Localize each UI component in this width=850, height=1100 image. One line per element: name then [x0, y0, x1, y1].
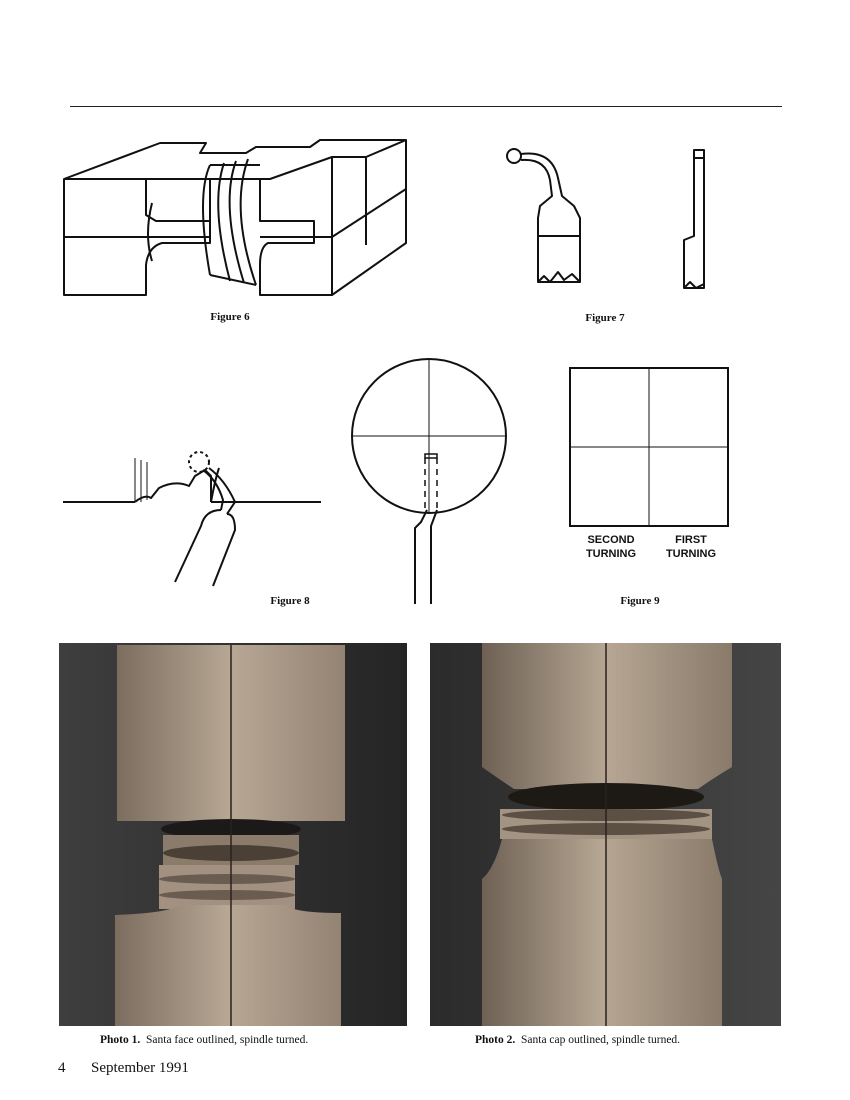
second-turning-label-1: SECOND — [587, 534, 635, 546]
issue-date: September 1991 — [91, 1060, 189, 1076]
tool-ball-tip — [507, 149, 521, 163]
figure-6-drawing — [60, 135, 412, 300]
figure-7-drawing — [500, 140, 720, 300]
photo-1-text: Santa face outlined, spindle turned. — [146, 1034, 309, 1046]
second-turning-label-2: TURNING — [585, 548, 637, 560]
photo-2-image — [430, 643, 781, 1026]
figure-6-caption: Figure 6 — [210, 311, 250, 323]
page-number: 4 — [58, 1060, 66, 1076]
header-rule — [70, 106, 782, 107]
photo-2-label: Photo 2. — [475, 1034, 516, 1046]
first-turning-label-2: TURNING — [665, 548, 717, 560]
figure-8-drawing — [55, 440, 335, 590]
photo-1-label: Photo 1. — [100, 1034, 141, 1046]
figure-9-caption: Figure 9 — [620, 595, 660, 607]
figure-8-caption: Figure 8 — [270, 595, 310, 607]
photo-2-text: Santa cap outlined, spindle turned. — [521, 1034, 681, 1046]
spindle-end-diagram — [345, 350, 515, 610]
first-turning-label-1: FIRST — [675, 534, 707, 546]
photo-1-image — [59, 643, 407, 1026]
photo-1-caption — [100, 1034, 308, 1046]
figure-7-caption: Figure 7 — [585, 312, 625, 324]
photo-2-caption — [475, 1034, 680, 1046]
figure-9-drawing — [565, 362, 735, 562]
